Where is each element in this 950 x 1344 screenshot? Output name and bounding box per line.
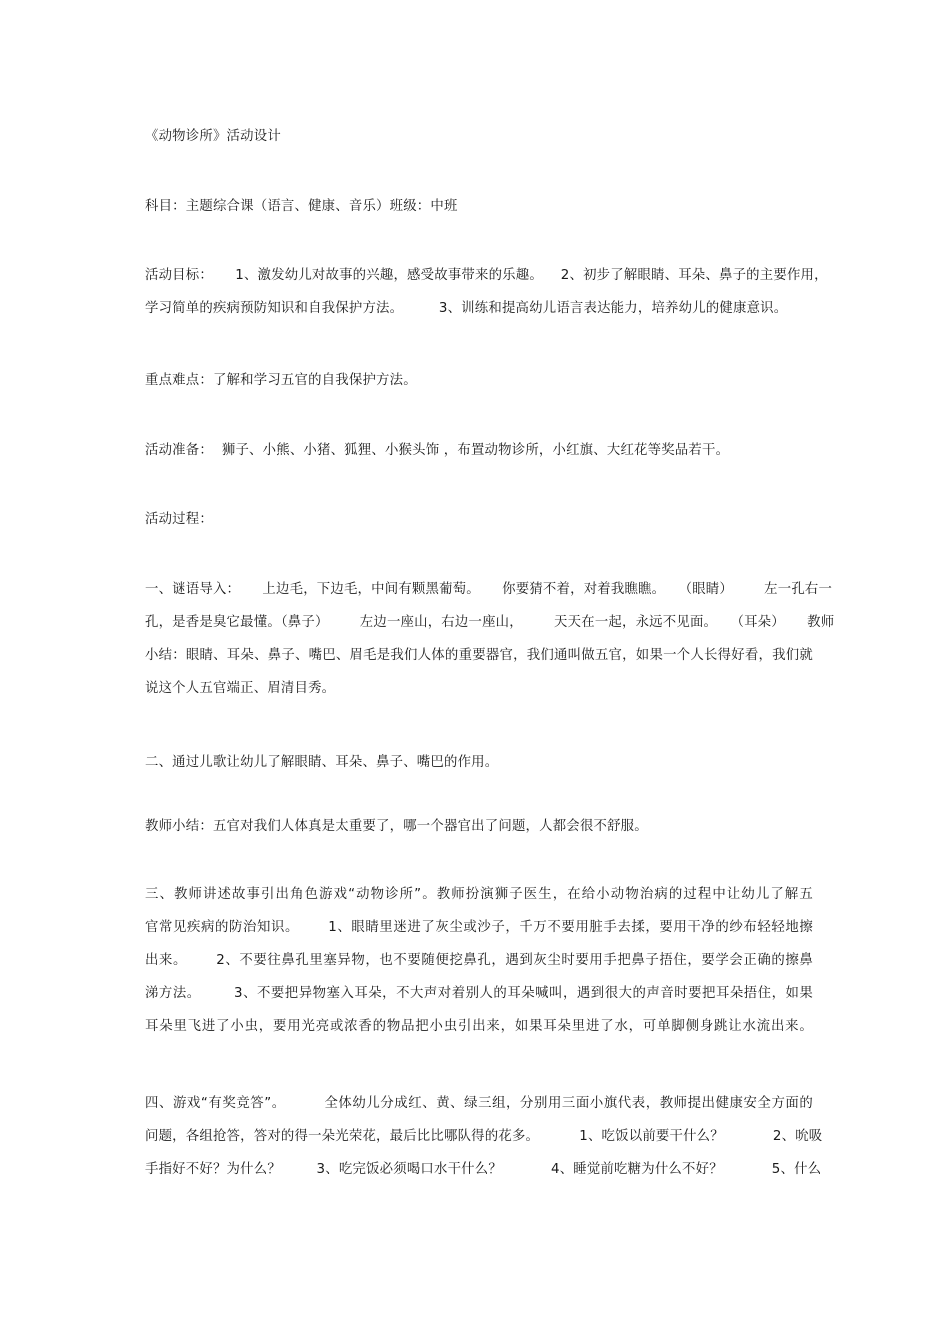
section4-line: 四、游戏“有奖竞答”。 全体幼儿分成红、黄、绿三组，分别用三面小旗代表，教师提出健康安全方面的	[145, 1096, 813, 1111]
section4-line: 问题，各组抢答，答对的得一朵光荣花，最后比比哪队得的花多。 1、吃饭以前要干什么？ 2、吮吸	[145, 1129, 823, 1144]
section-nursery-rhyme	[145, 746, 813, 779]
goals-line: 活动目标： 1、激发幼儿对故事的兴趣，感受故事带来的乐趣。 2、初步了解眼睛、耳朵、鼻子的主要作用，	[145, 268, 828, 283]
section1-line: 说这个人五官端正、眉清目秀。	[145, 681, 336, 696]
preparation-text: 活动准备： 狮子、小熊、小猪、狐狸、小猴头饰 ，布置动物诊所，小红旗、大红花等奖品若干。	[145, 443, 730, 458]
section1-line: 小结：眼睛、耳朵、鼻子、嘴巴、眉毛是我们人体的重要器官，我们通叫做五官，如果一个人长得好看，我们就	[145, 648, 813, 663]
key-points-text: 重点难点：了解和学习五官的自我保护方法。	[145, 373, 417, 388]
section1-line: 一、谜语导入： 上边毛，下边毛，中间有颗黑葡萄。 你要猜不着，对着我瞧瞧。 （眼睛） 左一孔右一	[145, 582, 833, 597]
subject-line	[145, 190, 813, 223]
subject-text: 科目：主题综合课（语言、健康、音乐）班级：中班	[145, 199, 458, 214]
title-text: 《动物诊所》活动设计	[145, 129, 281, 144]
section3-line: 出来。 2、不要往鼻孔里塞异物，也不要随便挖鼻孔，遇到灰尘时要用手把鼻子捂住，要学会正确的擦鼻	[145, 953, 813, 968]
teacher-summary-text: 教师小结：五官对我们人体真是太重要了，哪一个器官出了问题，人都会很不舒服。	[145, 819, 648, 834]
section3-line: 耳朵里飞进了小虫，要用光亮或浓香的物品把小虫引出来，如果耳朵里进了水，可单脚侧身跳让水流出来。	[145, 1019, 813, 1034]
section1-line: 孔，是香是臭它最懂。（鼻子） 左边一座山，右边一座山， 天天在一起，永远不见面。 （耳朵） 教师	[145, 615, 835, 630]
section-quiz-game	[145, 1087, 823, 1186]
process-heading	[145, 503, 813, 536]
section-role-play	[145, 878, 813, 1043]
section3-line: 三、教师讲述故事引出角色游戏“动物诊所”。教师扮演狮子医生，在给小动物治病的过程中让幼儿了解五	[145, 887, 813, 902]
activity-goals	[145, 259, 828, 325]
document-title	[145, 120, 813, 153]
key-points	[145, 364, 813, 397]
section2-text: 二、通过儿歌让幼儿了解眼睛、耳朵、鼻子、嘴巴的作用。	[145, 755, 499, 770]
section-riddles	[145, 573, 835, 705]
teacher-summary	[145, 810, 813, 843]
section3-line: 涕方法。 3、不要把异物塞入耳朵，不大声对着别人的耳朵喊叫，遇到很大的声音时要把耳朵捂住，如果	[145, 986, 813, 1001]
section4-line: 手指好不好？为什么？ 3、吃完饭必须喝口水干什么？ 4、睡觉前吃糖为什么不好？ 5、什么	[145, 1162, 822, 1177]
section3-line: 官常见疾病的防治知识。 1、眼睛里迷进了灰尘或沙子，千万不要用脏手去揉，要用干净的纱布轻轻地擦	[145, 920, 813, 935]
process-heading-text: 活动过程：	[145, 512, 213, 527]
activity-preparation	[145, 434, 813, 467]
goals-line: 学习简单的疾病预防知识和自我保护方法。 3、训练和提高幼儿语言表达能力，培养幼儿的健康意识。	[145, 301, 788, 316]
